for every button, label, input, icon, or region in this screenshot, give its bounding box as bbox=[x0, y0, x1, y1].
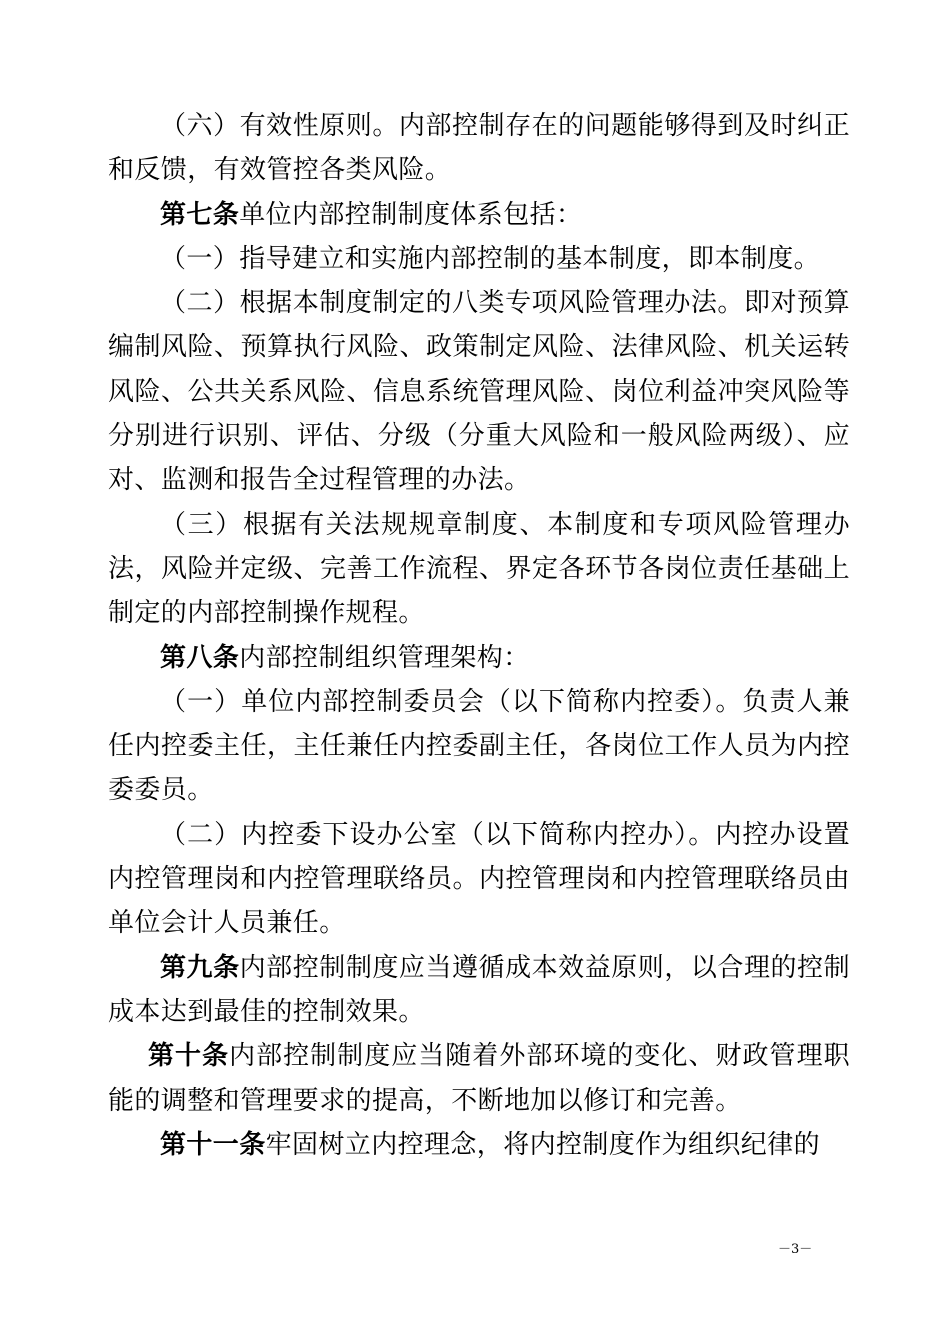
article-heading: 第十一条 bbox=[160, 1129, 266, 1160]
paragraph-article-11 bbox=[108, 1123, 850, 1167]
paragraph-text: 内部控制组织管理架构： bbox=[239, 642, 530, 673]
article-heading: 第七条 bbox=[160, 199, 240, 230]
paragraph-text: （三）根据有关法规规章制度、本制度和专项风险管理办法，风险并定级、完善工作流程、界定各环节各岗位责任基础上制定的内部控制操作规程。 bbox=[108, 509, 850, 629]
paragraph-text: 内部控制制度应当随着外部环境的变化、财政管理职能的调整和管理要求的提高，不断地加以修订和完善。 bbox=[108, 1041, 851, 1116]
paragraph-article-7-item-3 bbox=[108, 503, 850, 636]
paragraph-text: 内部控制制度应当遵循成本效益原则，以合理的控制成本达到最佳的控制效果。 bbox=[108, 952, 851, 1027]
paragraph-article-8-item-1 bbox=[108, 680, 850, 813]
paragraph-text: 单位内部控制制度体系包括： bbox=[239, 199, 583, 230]
paragraph-article-8-item-2 bbox=[108, 813, 850, 946]
paragraph-text: （一）指导建立和实施内部控制的基本制度，即本制度。 bbox=[160, 243, 821, 274]
page-number: －3－ bbox=[778, 1242, 813, 1257]
paragraph-article-10 bbox=[108, 1034, 850, 1123]
article-heading: 第八条 bbox=[160, 642, 240, 673]
paragraph-text: （二）根据本制度制定的八类专项风险管理办法。即对预算编制风险、预算执行风险、政策制定风险、法律风险、机关运转风险、公共关系风险、信息系统管理风险、岗位利益冲突风险等分别进行识别、评估、分级（分重大风险和一般风险两级）、应对、监测和报告全过程管理的办法。 bbox=[108, 288, 850, 496]
paragraph-article-7 bbox=[108, 193, 850, 237]
paragraph-article-9 bbox=[108, 946, 850, 1035]
body-text bbox=[108, 104, 850, 1167]
article-heading: 第九条 bbox=[160, 952, 240, 983]
paragraph-text: （一）单位内部控制委员会（以下简称内控委）。负责人兼任内控委主任，主任兼任内控委副主任，各岗位工作人员为内控委委员。 bbox=[108, 686, 850, 806]
paragraph-article-8 bbox=[108, 636, 850, 680]
paragraph-article-7-item-2 bbox=[108, 281, 850, 502]
paragraph-text: （二）内控委下设办公室（以下简称内控办）。内控办设置内控管理岗和内控管理联络员。内控管理岗和内控管理联络员由单位会计人员兼任。 bbox=[108, 819, 850, 939]
paragraph-text: （六）有效性原则。内部控制存在的问题能够得到及时纠正和反馈，有效管控各类风险。 bbox=[108, 111, 850, 186]
paragraph-text: 牢固树立内控理念，将内控制度作为组织纪律的 bbox=[265, 1129, 821, 1160]
paragraph-principle-6 bbox=[108, 104, 850, 193]
paragraph-article-7-item-1 bbox=[108, 237, 850, 281]
article-heading: 第十条 bbox=[148, 1041, 230, 1072]
